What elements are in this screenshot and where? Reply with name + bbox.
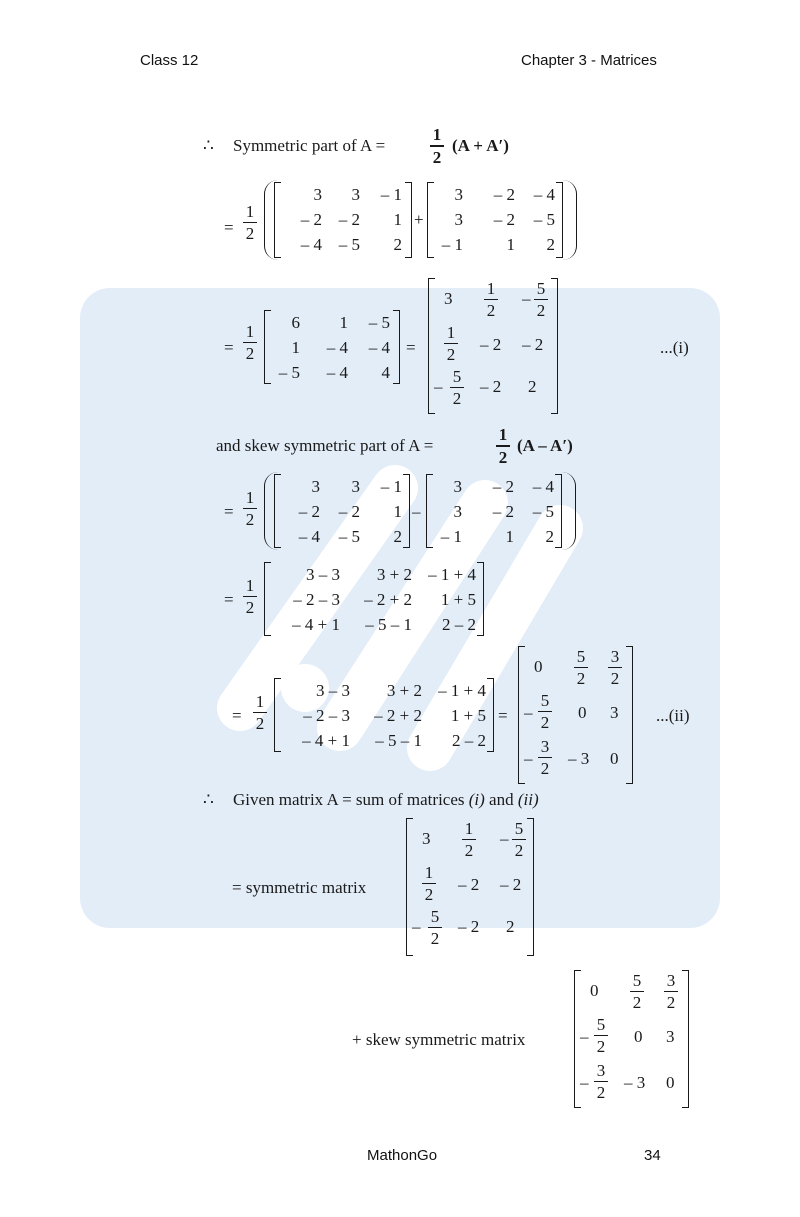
matrix-cell: 0 xyxy=(666,1073,675,1092)
matrix-cell: 3 – 3 xyxy=(306,565,340,584)
matrix-cell: 3 xyxy=(666,1027,675,1046)
matrix-cell: – 2 xyxy=(522,335,544,354)
matrix-fraction: $\frac{1}{2}$ xyxy=(422,864,436,903)
matrix-a-transpose xyxy=(427,182,563,258)
matrix-cell: – 2 xyxy=(492,477,514,496)
matrix-cell: – 2 xyxy=(458,917,480,936)
skew-matrix-final xyxy=(574,970,689,1108)
matrix-cell: 1 xyxy=(506,235,515,254)
matrix-a-transpose-2 xyxy=(426,474,562,548)
matrix-fraction: $\frac{3}{2}$ xyxy=(594,1062,608,1101)
matrix-cell: – 5 xyxy=(338,527,360,546)
symmetric-matrix-final xyxy=(406,818,534,956)
matrix-cell: – 5 xyxy=(532,502,554,521)
matrix-cell: 3 xyxy=(351,477,360,496)
matrix-cell: – 4 xyxy=(326,338,348,357)
matrix-cell: 3 xyxy=(453,477,462,496)
matrix-cell: 3 xyxy=(422,829,431,848)
matrix-cell: – 5 xyxy=(533,210,555,229)
matrix-cell: – 5 – 1 xyxy=(365,615,412,634)
footer-brand: MathonGo xyxy=(367,1147,438,1164)
half-fraction: $\frac{1}{2}$ xyxy=(430,126,444,166)
symmetric-part-text: Symmetric part of A = xyxy=(233,136,386,155)
matrix-cell: – 5 xyxy=(338,235,360,254)
matrix-difference-expr-2 xyxy=(274,678,494,752)
ref-ii: (ii) xyxy=(517,790,539,809)
half-fraction: $\frac{1}{2}$ xyxy=(496,426,510,466)
matrix-cell: – 2 xyxy=(500,875,522,894)
matrix-cell: – xyxy=(412,917,421,936)
half-fraction: $\frac{1}{2}$ xyxy=(243,203,257,242)
symmetric-matrix-i xyxy=(428,278,558,414)
matrix-cell: – 4 xyxy=(326,363,348,382)
matrix-cell: 3 xyxy=(351,185,360,204)
matrix-cell: 0 xyxy=(534,657,543,676)
matrix-cell: 1 xyxy=(393,210,402,229)
skew-part-text: and skew symmetric part of A = xyxy=(216,436,434,455)
matrix-fraction: $\frac{5}{2}$ xyxy=(534,280,548,319)
matrix-cell: 3 + 2 xyxy=(376,565,412,584)
matrix-cell: – 4 + 1 xyxy=(292,615,340,634)
given-matrix-text xyxy=(233,791,539,808)
ref-i: (i) xyxy=(468,790,485,809)
matrix-cell: – xyxy=(580,1027,589,1046)
matrix-cell: 2 xyxy=(506,917,515,936)
matrix-cell: – 1 + 4 xyxy=(438,681,486,700)
matrix-cell: – 2 xyxy=(492,502,514,521)
right-paren xyxy=(562,180,577,260)
given-matrix-lead: Given matrix A = sum of matrices xyxy=(233,790,465,809)
matrix-cell: – 4 + 1 xyxy=(302,731,350,750)
half-fraction: $\frac{1}{2}$ xyxy=(253,693,267,732)
equals-sign: = xyxy=(224,502,234,521)
equation-tag-i: ...(i) xyxy=(660,338,689,357)
matrix-cell: 2 xyxy=(545,527,554,546)
half-fraction: $\frac{1}{2}$ xyxy=(243,323,257,362)
skew-matrix-label: + skew symmetric matrix xyxy=(352,1030,526,1049)
equals-sign: = xyxy=(498,706,508,725)
matrix-fraction: $\frac{3}{2}$ xyxy=(608,648,622,687)
symmetric-matrix-label: = symmetric matrix xyxy=(232,878,367,897)
matrix-cell: 0 xyxy=(590,981,599,1000)
matrix-cell: 2 xyxy=(393,527,402,546)
matrix-cell: – 5 xyxy=(278,363,300,382)
equals-sign: = xyxy=(224,338,234,357)
header-class: Class 12 xyxy=(140,52,199,69)
matrix-cell: – 2 xyxy=(480,335,502,354)
matrix-cell: – 2 + 2 xyxy=(364,590,412,609)
matrix-cell: – 1 xyxy=(380,477,402,496)
matrix-cell: 3 xyxy=(313,185,322,204)
matrix-cell: 3 xyxy=(454,185,463,204)
half-fraction: $\frac{1}{2}$ xyxy=(243,489,257,528)
matrix-cell: 2 – 2 xyxy=(452,731,486,750)
matrix-fraction: $\frac{5}{2}$ xyxy=(450,368,464,407)
matrix-cell: – xyxy=(524,703,533,722)
matrix-cell: – 4 xyxy=(533,185,555,204)
a-minus-at-expr: (A – A′) xyxy=(517,436,573,455)
matrix-cell: – 2 + 2 xyxy=(374,706,422,725)
matrix-cell: – 1 xyxy=(441,235,463,254)
matrix-fraction: $\frac{5}{2}$ xyxy=(630,972,644,1011)
matrix-cell: 2 – 2 xyxy=(442,615,476,634)
matrix-cell: 2 xyxy=(528,377,537,396)
therefore-symbol: ∴ xyxy=(203,136,214,155)
matrix-cell: – 1 xyxy=(380,185,402,204)
equals-sign: = xyxy=(224,218,234,237)
matrix-fraction: $\frac{3}{2}$ xyxy=(538,738,552,777)
matrix-cell: – 4 xyxy=(532,477,554,496)
matrix-cell: – 2 xyxy=(300,210,322,229)
matrix-cell: 2 xyxy=(393,235,402,254)
matrix-cell: 3 xyxy=(311,477,320,496)
matrix-a-2 xyxy=(274,474,410,548)
matrix-cell: 2 xyxy=(546,235,555,254)
matrix-fraction: $\frac{3}{2}$ xyxy=(664,972,678,1011)
matrix-cell: – xyxy=(524,749,533,768)
matrix-cell: – 3 xyxy=(624,1073,646,1092)
and-word: and xyxy=(489,790,514,809)
matrix-cell: 1 + 5 xyxy=(450,706,486,725)
matrix-cell: 1 xyxy=(291,338,300,357)
matrix-cell: – 4 xyxy=(300,235,322,254)
equals-sign: = xyxy=(224,590,234,609)
matrix-cell: 3 xyxy=(444,289,453,308)
matrix-cell: 0 xyxy=(578,703,587,722)
matrix-fraction: $\frac{1}{2}$ xyxy=(462,820,476,859)
matrix-cell: – 2 xyxy=(493,185,515,204)
matrix-cell: – xyxy=(522,289,531,308)
matrix-cell: – 2 xyxy=(493,210,515,229)
matrix-cell: – 1 xyxy=(440,527,462,546)
matrix-a-plus-at xyxy=(264,310,400,384)
matrix-cell: 3 – 3 xyxy=(316,681,350,700)
therefore-symbol: ∴ xyxy=(203,790,214,809)
skew-matrix-ii xyxy=(518,646,633,784)
matrix-cell: 1 xyxy=(339,313,348,332)
matrix-cell: 0 xyxy=(610,749,619,768)
plus-sign: + xyxy=(414,210,424,229)
matrix-cell: – 2 xyxy=(338,502,360,521)
matrix-cell: – xyxy=(434,377,443,396)
matrix-cell: 3 xyxy=(610,703,619,722)
minus-sign: – xyxy=(412,502,421,521)
matrix-fraction: $\frac{5}{2}$ xyxy=(512,820,526,859)
matrix-cell: 0 xyxy=(634,1027,643,1046)
matrix-cell: 3 + 2 xyxy=(386,681,422,700)
equals-sign: = xyxy=(232,706,242,725)
matrix-fraction: $\frac{5}{2}$ xyxy=(428,908,442,947)
equation-tag-ii: ...(ii) xyxy=(656,706,690,725)
a-plus-at-expr: (A + A′) xyxy=(452,136,509,155)
matrix-cell: – 5 xyxy=(368,313,390,332)
matrix-cell: – 2 xyxy=(458,875,480,894)
header-chapter: Chapter 3 - Matrices xyxy=(521,52,657,69)
matrix-cell: – 3 xyxy=(568,749,590,768)
matrix-cell: 3 xyxy=(453,502,462,521)
matrix-fraction: $\frac{1}{2}$ xyxy=(444,324,458,363)
matrix-cell: – 1 + 4 xyxy=(428,565,476,584)
matrix-fraction: $\frac{1}{2}$ xyxy=(484,280,498,319)
matrix-cell: – xyxy=(580,1073,589,1092)
matrix-a xyxy=(274,182,412,258)
matrix-cell: 1 + 5 xyxy=(440,590,476,609)
page-number: 34 xyxy=(644,1147,661,1164)
matrix-cell: 6 xyxy=(291,313,300,332)
matrix-cell: – 4 xyxy=(298,527,320,546)
matrix-difference-expr xyxy=(264,562,484,636)
matrix-cell: 4 xyxy=(381,363,390,382)
matrix-cell: 1 xyxy=(505,527,514,546)
matrix-cell: – 4 xyxy=(368,338,390,357)
matrix-fraction: $\frac{5}{2}$ xyxy=(594,1016,608,1055)
matrix-cell: – 2 xyxy=(480,377,502,396)
equals-sign: = xyxy=(406,338,416,357)
matrix-cell: 3 xyxy=(454,210,463,229)
matrix-fraction: $\frac{5}{2}$ xyxy=(538,692,552,731)
matrix-cell: 1 xyxy=(393,502,402,521)
matrix-cell: – 2 – 3 xyxy=(293,590,340,609)
half-fraction: $\frac{1}{2}$ xyxy=(243,577,257,616)
right-paren xyxy=(561,472,576,550)
matrix-cell: – 2 xyxy=(298,502,320,521)
matrix-cell: – xyxy=(500,829,509,848)
matrix-fraction: $\frac{5}{2}$ xyxy=(574,648,588,687)
matrix-cell: – 5 – 1 xyxy=(375,731,422,750)
matrix-cell: – 2 xyxy=(338,210,360,229)
matrix-cell: – 2 – 3 xyxy=(303,706,350,725)
